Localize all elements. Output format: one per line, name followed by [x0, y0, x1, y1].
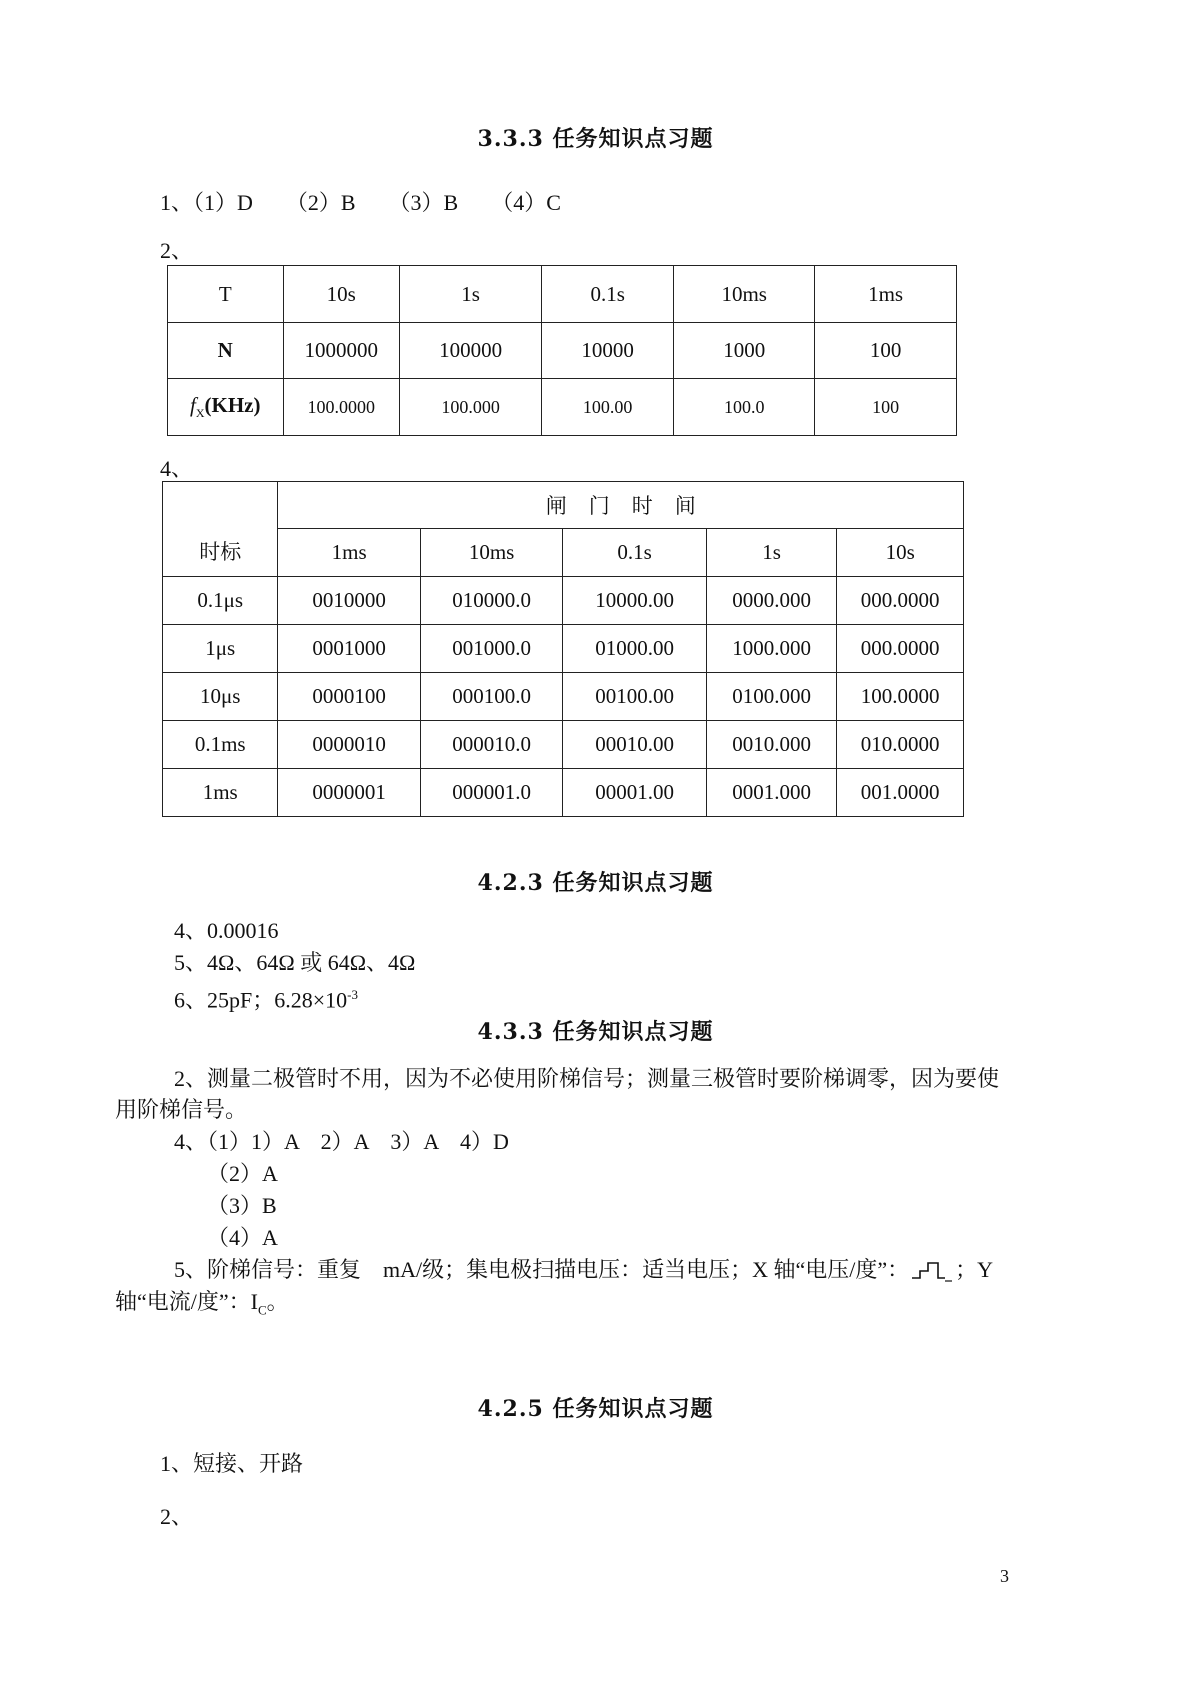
- section-heading-4-2-5: 4.2.5 任务知识点习题: [477, 1396, 714, 1422]
- table2-cell: 00001.00: [563, 769, 706, 817]
- answer-5-line1: [174, 1255, 993, 1285]
- answer-2: 2、: [160, 1504, 194, 1529]
- answer-2-line2: 用阶梯信号。: [115, 1097, 248, 1122]
- table2-cell: 001.0000: [837, 769, 964, 817]
- table2-cell: 000.0000: [837, 577, 964, 625]
- answer-1: 1、短接、开路: [160, 1451, 304, 1476]
- table1-header-cell: T: [168, 266, 284, 323]
- table2-cell: 0000100: [278, 673, 420, 721]
- table2-cell: 00100.00: [563, 673, 706, 721]
- table1-cell: 100: [815, 323, 957, 379]
- table2-cell: 000010.0: [420, 721, 562, 769]
- table1-cell: 100.00: [542, 379, 674, 436]
- answer-5-line2: [115, 1287, 289, 1325]
- fx-unit: (KHz): [204, 392, 261, 417]
- answer-6-exponent: -3: [347, 987, 358, 1002]
- table1-cell: 10000: [542, 323, 674, 379]
- fx-symbol: f: [190, 392, 196, 417]
- gate-col-header: 1ms: [278, 529, 420, 577]
- table1-row-label-n: N: [168, 323, 284, 379]
- answer-5-text: 5、阶梯信号：重复 mA/级；集电极扫描电压：适当电压；X 轴“电压/度”：: [174, 1257, 910, 1282]
- table2-cell: 000.0000: [837, 625, 964, 673]
- table1-header-cell: 1s: [400, 266, 542, 323]
- table1-cell: 100.000: [400, 379, 542, 436]
- table1-header-cell: 10s: [283, 266, 400, 323]
- table2-cell: 0001000: [278, 625, 420, 673]
- table2-cell: 1000.000: [706, 625, 837, 673]
- page-number: 3: [1000, 1566, 1009, 1586]
- section-heading-4-3-3: 4.3.3 任务知识点习题: [477, 1019, 714, 1045]
- gate-col-header: 0.1s: [563, 529, 706, 577]
- table2-cell: 0000001: [278, 769, 420, 817]
- table2-cell: 00010.00: [563, 721, 706, 769]
- answer-5-cont: 轴“电流/度”：I: [115, 1289, 258, 1314]
- table2-cell: 010.0000: [837, 721, 964, 769]
- time-base-header: 时标: [163, 482, 278, 577]
- answer-4-part1: 4、（1）1）A 2）A 3）A 4）D: [174, 1129, 509, 1154]
- section-heading-3-3-3: 3.3.3 任务知识点习题: [477, 126, 714, 152]
- gate-col-header: 10s: [837, 529, 964, 577]
- time-base-label: 0.1ms: [163, 721, 278, 769]
- gate-time-table: [162, 481, 964, 817]
- time-base-label: 10μs: [163, 673, 278, 721]
- step-waveform-icon: [911, 1257, 953, 1283]
- table2-cell: 10000.00: [563, 577, 706, 625]
- table1-row-label-fx: [168, 379, 284, 436]
- table2-cell: 01000.00: [563, 625, 706, 673]
- answer-6-text: 6、25pF；6.28×10: [174, 987, 348, 1013]
- time-base-label: 1ms: [163, 769, 278, 817]
- answer-4-part3: （3）B: [207, 1193, 277, 1218]
- gate-col-header: 1s: [706, 529, 837, 577]
- frequency-measurement-table: [167, 265, 957, 436]
- answer-4: 4、0.00016: [174, 918, 279, 943]
- table1-cell: 1000: [674, 323, 815, 379]
- answer-1: 1、（1）D （2）B （3）B （4）C: [160, 190, 561, 215]
- table1-header-cell: 0.1s: [542, 266, 674, 323]
- answer-5-text-end: ；Y: [955, 1257, 994, 1282]
- table1-header-cell: 10ms: [674, 266, 815, 323]
- section-heading-4-2-3: 4.2.3 任务知识点习题: [477, 870, 714, 896]
- table2-cell: 100.0000: [837, 673, 964, 721]
- answer-4-part2: （2）A: [207, 1161, 278, 1186]
- table2-cell: 010000.0: [420, 577, 562, 625]
- table2-cell: 0000.000: [706, 577, 837, 625]
- answer-5: 5、4Ω、64Ω 或 64Ω、4Ω: [174, 950, 416, 975]
- fx-subscript: X: [195, 406, 205, 421]
- gate-time-header: 闸门时间: [278, 482, 964, 529]
- table2-cell: 000001.0: [420, 769, 562, 817]
- answer-4-part4: （4）A: [207, 1225, 278, 1250]
- answer-4-label: 4、: [160, 456, 194, 481]
- time-base-label: 0.1μs: [163, 577, 278, 625]
- table2-cell: 0100.000: [706, 673, 837, 721]
- table1-cell: 100.0000: [283, 379, 400, 436]
- table2-cell: 0000010: [278, 721, 420, 769]
- table2-cell: 0001.000: [706, 769, 837, 817]
- answer-6: [174, 980, 358, 1015]
- answer-2-label: 2、: [160, 238, 194, 263]
- table1-cell: 100000: [400, 323, 542, 379]
- table1-cell: 100: [815, 379, 957, 436]
- answer-5-cont-end: 。: [266, 1289, 289, 1314]
- table1-header-cell: 1ms: [815, 266, 957, 323]
- table1-cell: 100.0: [674, 379, 815, 436]
- table2-cell: 0010000: [278, 577, 420, 625]
- time-base-label: 1μs: [163, 625, 278, 673]
- table1-cell: 1000000: [283, 323, 400, 379]
- answer-2-line1: 2、测量二极管时不用，因为不必使用阶梯信号；测量三极管时要阶梯调零，因为要使: [174, 1066, 1000, 1091]
- table2-cell: 0010.000: [706, 721, 837, 769]
- answer-5-subscript: C: [257, 1302, 267, 1318]
- table2-cell: 000100.0: [420, 673, 562, 721]
- gate-col-header: 10ms: [420, 529, 562, 577]
- table2-cell: 001000.0: [420, 625, 562, 673]
